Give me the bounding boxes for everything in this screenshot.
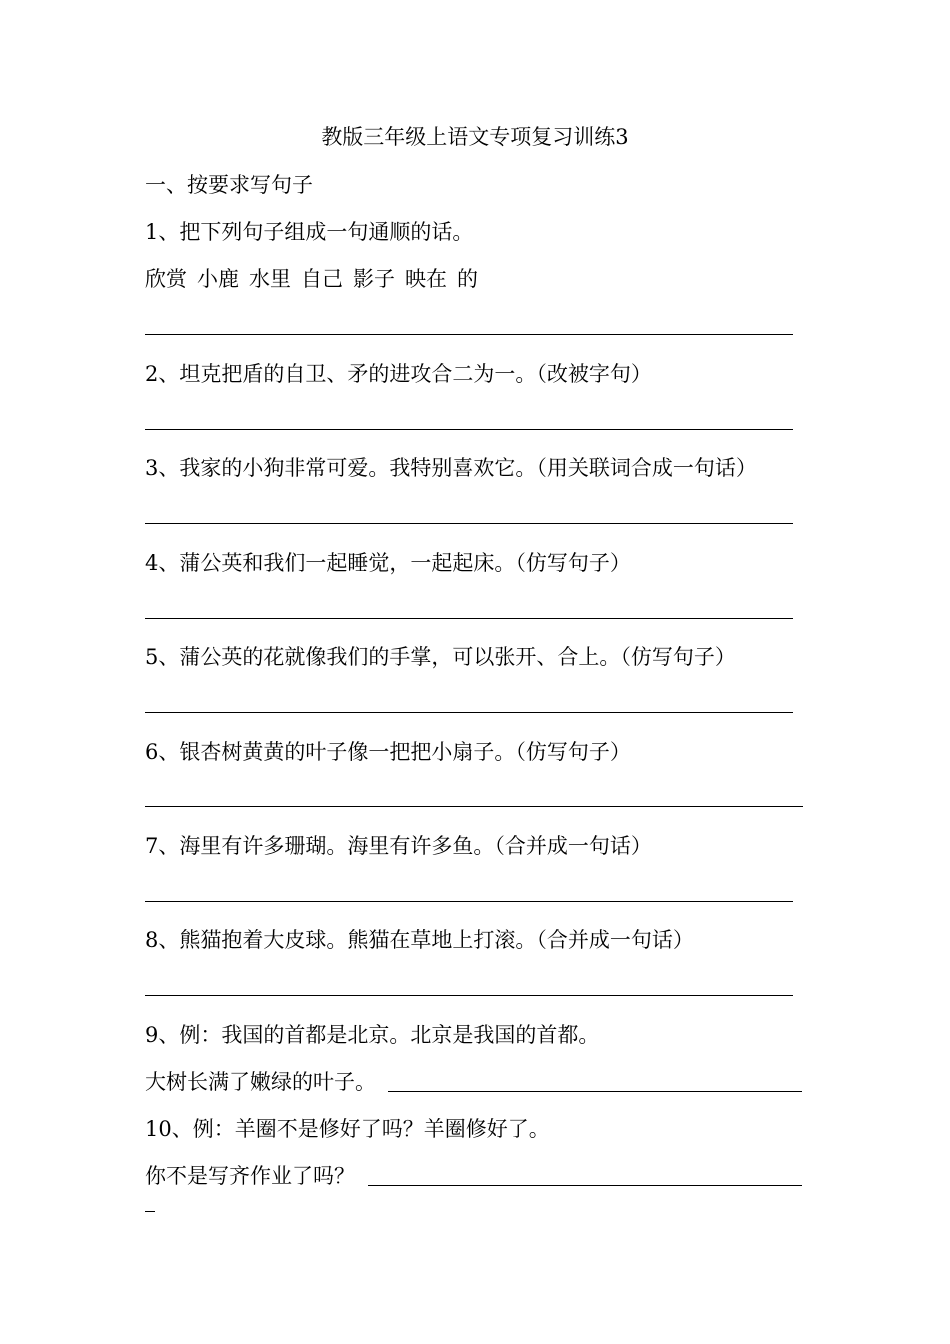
- question-5-prompt: 5、蒲公英的花就像我们的手掌，可以张开、合上。（仿写句子）: [145, 645, 736, 669]
- question-5-answer-line[interactable]: [145, 712, 793, 713]
- question-2-prompt: 2、坦克把盾的自卫、矛的进攻合二为一。（改被字句）: [145, 362, 652, 386]
- word-chip: 欣赏: [145, 267, 187, 291]
- question-10-answer-line[interactable]: [368, 1185, 802, 1186]
- section-heading: 一、按要求写句子: [145, 173, 313, 197]
- question-1-prompt: 1、把下列句子组成一句通顺的话。: [145, 220, 474, 244]
- question-8-answer-line[interactable]: [145, 995, 793, 996]
- question-10-example: 10、例：羊圈不是修好了吗？羊圈修好了。: [145, 1117, 550, 1141]
- question-3-answer-line[interactable]: [145, 523, 793, 524]
- question-4-answer-line[interactable]: [145, 618, 793, 619]
- question-9-example: 9、例：我国的首都是北京。北京是我国的首都。: [145, 1023, 600, 1047]
- word-chip: 自己: [301, 267, 343, 291]
- question-4-prompt: 4、蒲公英和我们一起睡觉，一起起床。（仿写句子）: [145, 551, 631, 575]
- question-6-answer-line[interactable]: [145, 806, 803, 807]
- question-7-prompt: 7、海里有许多珊瑚。海里有许多鱼。（合并成一句话）: [145, 834, 652, 858]
- worksheet-title: 教版三年级上语文专项复习训练3: [321, 125, 629, 149]
- question-9-answer-line[interactable]: [388, 1091, 802, 1092]
- word-chip: 映在: [405, 267, 447, 291]
- question-10-answer-line-tail: [145, 1211, 155, 1212]
- question-1-words: [145, 264, 488, 294]
- question-6-prompt: 6、银杏树黄黄的叶子像一把把小扇子。（仿写句子）: [145, 740, 631, 764]
- question-3-prompt: 3、我家的小狗非常可爱。我特别喜欢它。（用关联词合成一句话）: [145, 456, 757, 480]
- question-7-answer-line[interactable]: [145, 901, 793, 902]
- word-chip: 影子: [353, 267, 395, 291]
- question-1-answer-line[interactable]: [145, 334, 793, 335]
- question-10-task: 你不是写齐作业了吗？: [145, 1164, 355, 1188]
- question-8-prompt: 8、熊猫抱着大皮球。熊猫在草地上打滚。（合并成一句话）: [145, 928, 694, 952]
- question-2-answer-line[interactable]: [145, 429, 793, 430]
- word-chip: 的: [457, 267, 478, 291]
- question-9-task: 大树长满了嫩绿的叶子。: [145, 1070, 376, 1094]
- word-chip: 水里: [249, 267, 291, 291]
- word-chip: 小鹿: [197, 267, 239, 291]
